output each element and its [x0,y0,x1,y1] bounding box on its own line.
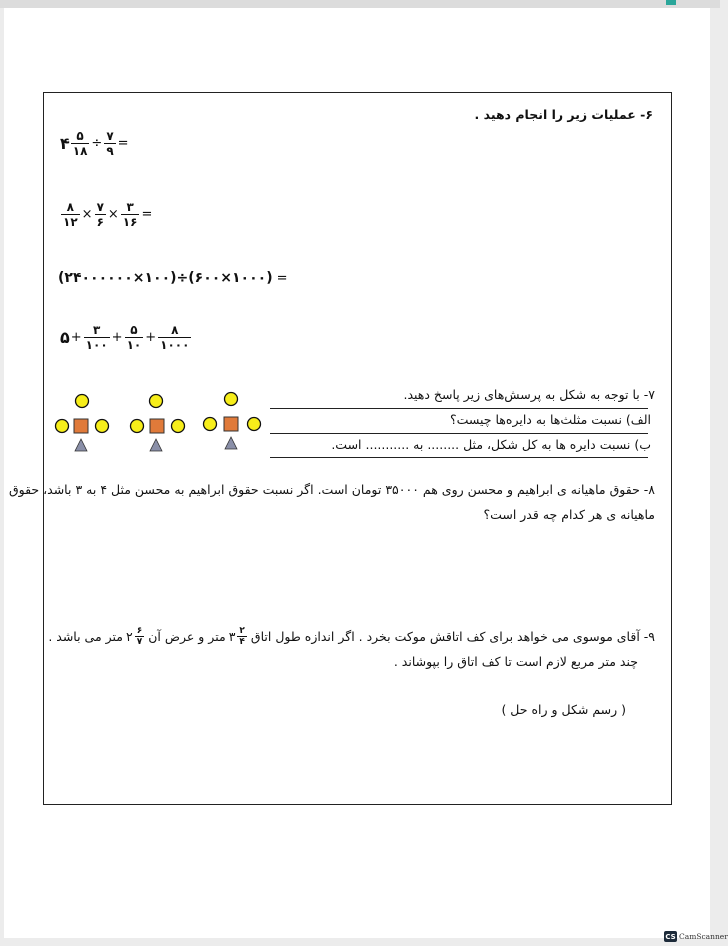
logo-text: CamScanner [679,932,728,941]
e4-num2: ۵ [130,323,138,337]
triangle-shape [75,439,87,451]
q9-text-a: ۹- آقای موسوی می خواهد برای کف اتاقش موکت بخرد . اگر اندازه طول اتاق [250,629,655,644]
circle-shape [76,395,89,408]
circle-shape [56,420,69,433]
q7-question-b: ب) نسبت دایره ها به کل شکل، مثل ........ به ........... است. [331,437,651,452]
e4-num3: ۸ [171,323,179,337]
e4-num1: ۳ [93,323,101,337]
circle-shape [204,418,217,431]
e2-times-2: × [107,207,119,222]
square-shape [150,419,164,433]
q9-length-den: ۴ [239,637,245,647]
q8-line-1: ۸- حقوق ماهیانه ی ابراهیم و محسن روی هم ۳۵۰۰۰ تومان است. اگر نسبت حقوق ابراهیم به محسن مثل ۴ به ۳ باشد، حقوق [8,482,655,497]
top-strip [0,0,720,8]
e4-whole: ۵ [60,328,70,347]
logo-badge: CS [665,932,676,941]
e1-den1: ۱۸ [72,144,88,158]
circle-shape [248,418,261,431]
q9-line-1 [48,626,655,647]
e1-equals: = [117,136,129,151]
e2-num1: ۸ [66,200,74,214]
square-shape [224,417,238,431]
q7-title: ۷- با توجه به شکل به پرسش‌های زیر پاسخ دهید. [403,387,655,402]
q9-length-mixed [229,626,248,647]
q6-title: ۶- عملیات زیر را انجام دهید . [474,107,653,122]
e1-den2: ۹ [106,144,114,158]
q7-figure [44,93,671,804]
q8-line-2: ماهیانه ی هر کدام چه قدر است؟ [483,507,655,522]
e2-den1: ۱۲ [63,215,78,229]
worksheet-page [4,8,728,941]
top-tab [666,0,676,5]
q9-length-unit: متر و عرض آن [148,629,226,644]
questions-frame [8,92,672,805]
e3-text: (۲۴۰۰۰۰۰۰×۱۰۰)÷(۶۰۰×۱۰۰۰) [58,270,273,286]
circle-shape [131,420,144,433]
e2-den3: ۱۶ [122,215,138,229]
e4-den1: ۱۰۰ [85,338,108,352]
e2-equals: = [141,207,153,222]
q9-hint: ( رسم شکل و راه حل ) [501,702,626,717]
e4-plus-3: + [145,330,157,345]
e2-den2: ۶ [96,215,104,229]
q9-line-2: چند متر مربع لازم است تا کف اتاق را بپوشاند . [393,654,638,669]
q9-width-unit: متر می باشد . [48,629,124,644]
e4-den2: ۱۰ [126,338,142,352]
q9-length-whole: ۳ [228,629,236,644]
q9-width-den: ۷ [136,637,143,647]
circle-shape [96,420,109,433]
circle-shape [150,395,163,408]
e2-times-1: × [81,207,93,222]
camscanner-logo [664,931,728,942]
e4-den3: ۱۰۰۰ [160,338,190,352]
q9-length-num: ۲ [239,626,245,636]
e1-num1: ۵ [76,129,84,143]
triangle-shape [225,437,237,449]
e2-num2: ۷ [96,200,104,214]
e2-num3: ۳ [126,200,134,214]
q9-width-num: ۶ [136,626,143,636]
square-shape [74,419,88,433]
circle-shape [172,420,185,433]
e4-plus-2: + [111,330,123,345]
e1-num2: ۷ [106,129,114,143]
circle-shape [225,393,238,406]
q7-question-a: الف) نسبت مثلث‌ها به دایره‌ها چیست؟ [449,412,651,427]
e1-whole: ۴ [60,134,70,153]
q9-width-whole: ۲ [126,629,133,644]
triangle-shape [150,439,162,451]
e1-divide: ÷ [91,136,103,151]
q9-width-mixed [126,626,145,647]
e3-equals: = [276,270,288,286]
e4-plus-1: + [70,330,82,345]
